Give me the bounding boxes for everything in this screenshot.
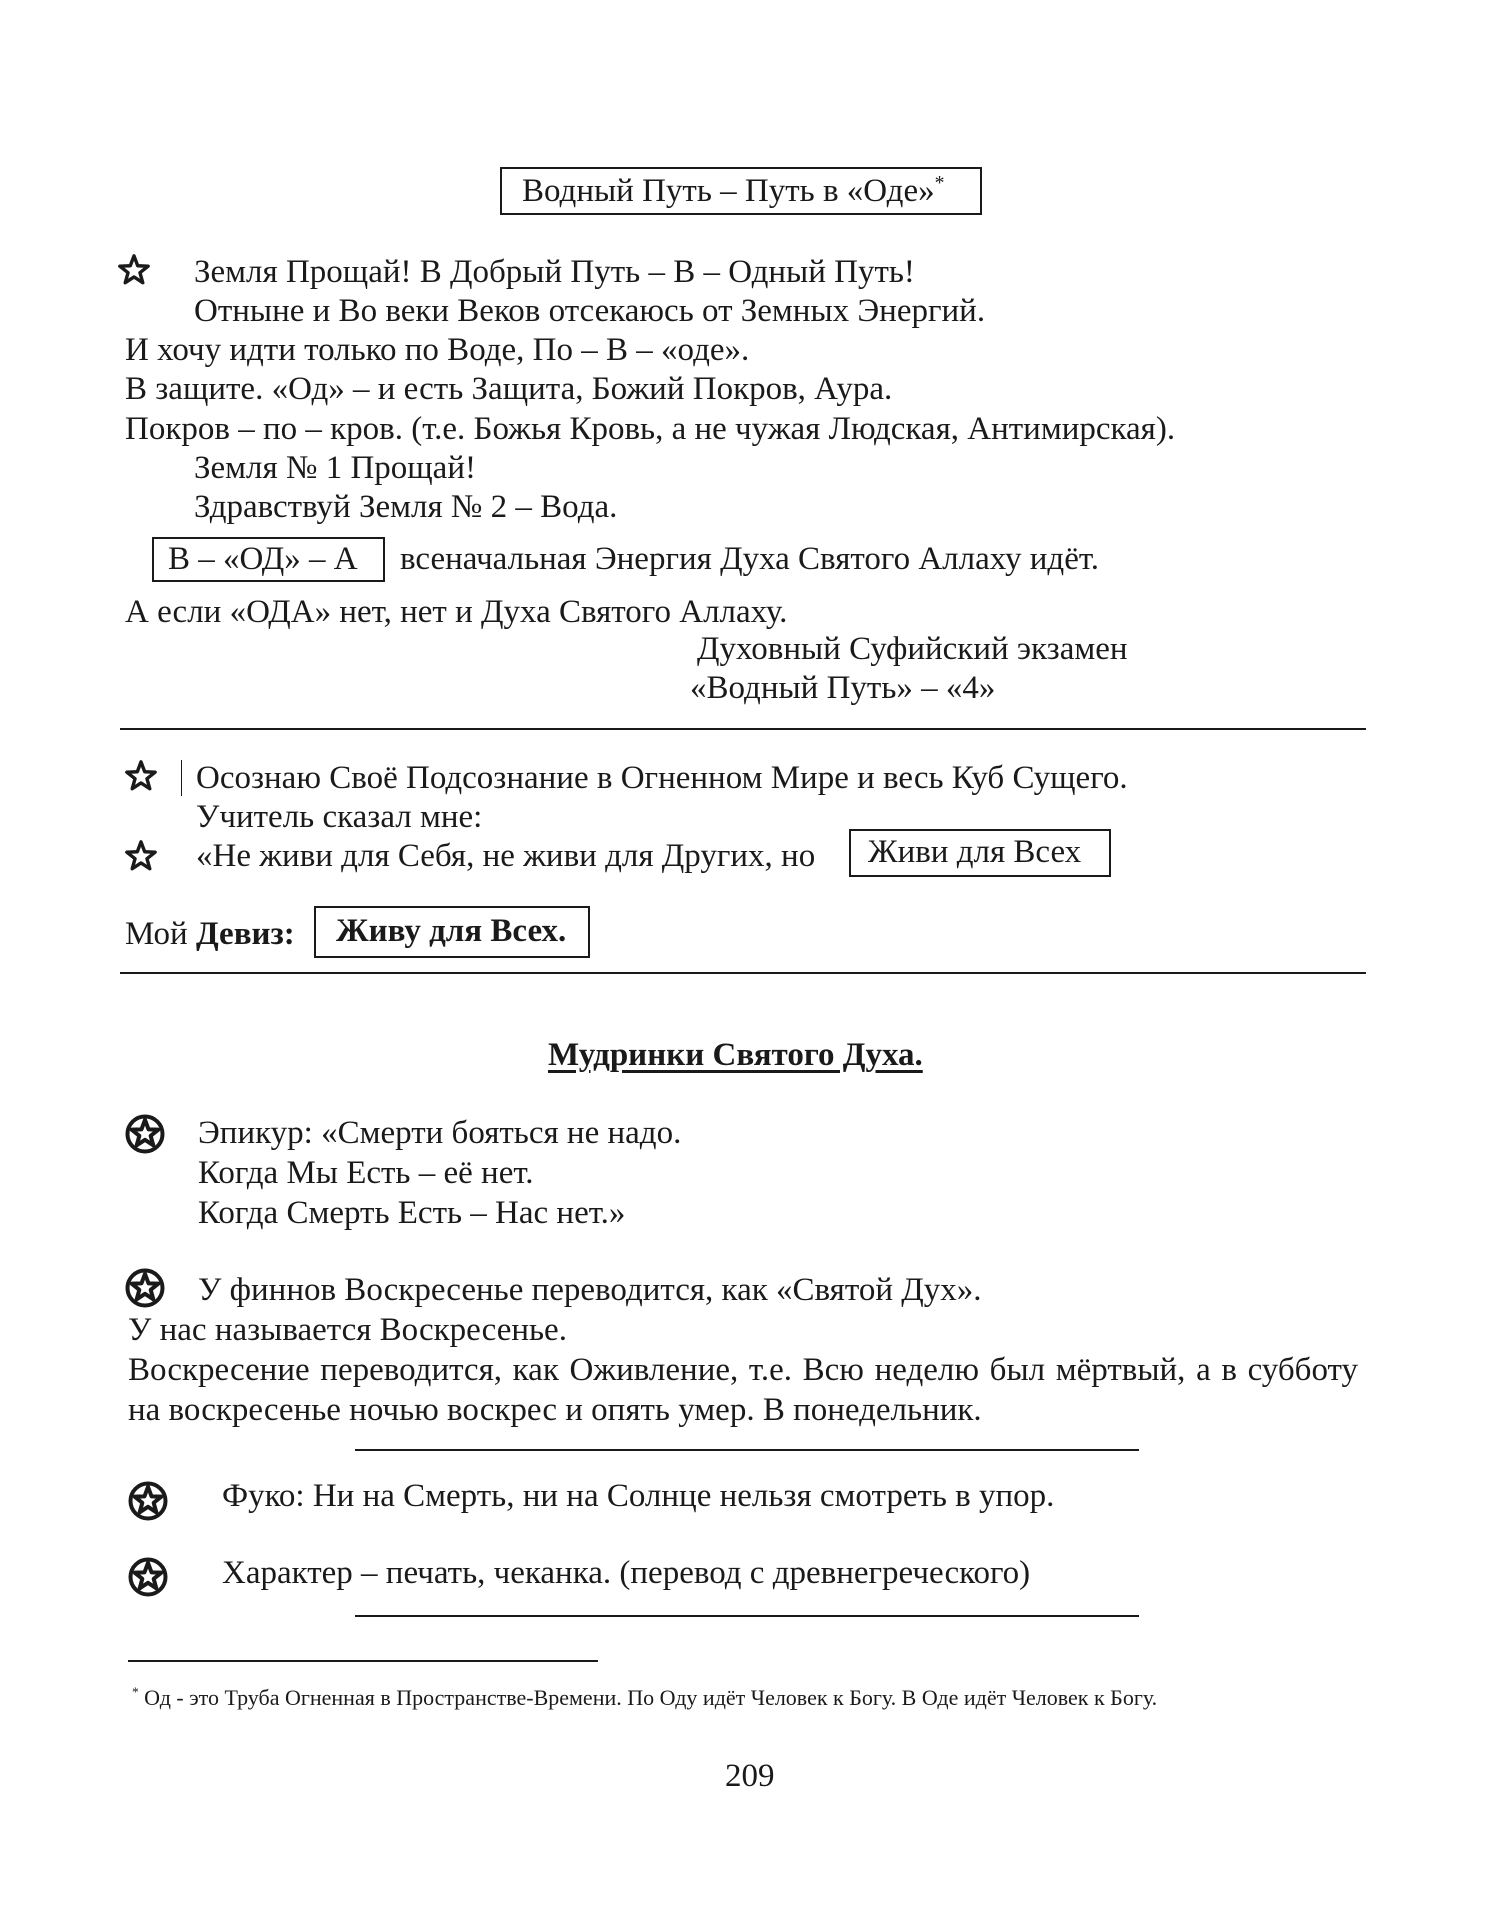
- oda-boxed-word: В – «ОД» – А: [168, 541, 358, 577]
- page-number: 209: [725, 1758, 775, 1794]
- text-bar: [181, 760, 182, 796]
- footnote-text: Од - это Труба Огненная в Пространстве-Времени. По Оду идёт Человек к Богу. В Оде идёт Человек к Богу.: [144, 1685, 1158, 1710]
- circled-star-icon: [125, 1114, 165, 1154]
- star-icon: [117, 253, 151, 287]
- text-line: Осознаю Своё Подсознание в Огненном Мире и весь Куб Сущего.: [196, 760, 1128, 796]
- text-line: А если «ОДА» нет, нет и Духа Святого Аллаху.: [125, 594, 788, 630]
- circled-star-icon: [128, 1481, 168, 1521]
- footnote-mark: *: [132, 1684, 139, 1700]
- text-line: Характер – печать, чеканка. (перевод с древнегреческого): [222, 1555, 1031, 1591]
- text-line: У финнов Воскресенье переводится, как «Святой Дух».: [198, 1272, 982, 1308]
- footnote-rule: [128, 1660, 598, 1662]
- text-line: Покров – по – кров. (т.е. Божья Кровь, а не чужая Людская, Антимирская).: [125, 411, 1176, 447]
- oda-line-rest: всеначальная Энергия Духа Святого Аллаху идёт.: [400, 541, 1100, 577]
- divider: [120, 972, 1366, 974]
- motto-label: Мой Девиз:: [125, 916, 295, 952]
- text-line: Когда Мы Есть – её нет.: [198, 1155, 534, 1191]
- text-line: Учитель сказал мне:: [196, 799, 483, 835]
- short-divider: [355, 1449, 1139, 1451]
- text-line: Отныне и Во веки Веков отсекаюсь от Земных Энергий.: [194, 293, 986, 329]
- signature-line: «Водный Путь» – «4»: [690, 670, 996, 706]
- wisdom-title: Мудринки Святого Духа.: [548, 1037, 923, 1073]
- justified-paragraph: Воскресение переводится, как Оживление, т.е. Всю неделю был мёртвый, а в субботу на воскресенье ночью воскрес и опять умер. В понедельник.: [128, 1352, 1358, 1428]
- text-line: Фуко: Ни на Смерть, ни на Солнце нельзя смотреть в упор.: [222, 1478, 1055, 1514]
- teacher-quote: «Не живи для Себя, не живи для Других, но: [196, 838, 816, 874]
- live-for-all-text: Живи для Всех: [868, 834, 1082, 870]
- section-title: Водный Путь – Путь в «Оде»*: [522, 172, 945, 209]
- text-line: Земля № 1 Прощай!: [194, 450, 476, 486]
- signature-line: Духовный Суфийский экзамен: [697, 631, 1128, 667]
- text-line: Эпикур: «Смерти бояться не надо.: [198, 1115, 682, 1151]
- text-line: Когда Смерть Есть – Нас нет.»: [198, 1195, 626, 1231]
- footnote: [132, 1684, 1157, 1712]
- star-icon: [124, 759, 158, 793]
- text-line: У нас называется Воскресенье.: [128, 1312, 567, 1348]
- circled-star-icon: [128, 1557, 168, 1597]
- star-icon: [124, 839, 158, 873]
- footnote-marker: *: [934, 172, 945, 194]
- text-line: В защите. «Од» – и есть Защита, Божий Покров, Аура.: [125, 371, 893, 407]
- text-line: Здравствуй Земля № 2 – Вода.: [194, 489, 618, 525]
- divider: [120, 728, 1366, 730]
- short-divider: [355, 1615, 1139, 1617]
- text-line: Земля Прощай! В Добрый Путь – В – Одный Путь!: [194, 254, 915, 290]
- circled-star-icon: [125, 1268, 165, 1308]
- motto-text: Живу для Всех.: [336, 913, 567, 949]
- text-line: И хочу идти только по Воде, По – В – «оде».: [125, 332, 750, 368]
